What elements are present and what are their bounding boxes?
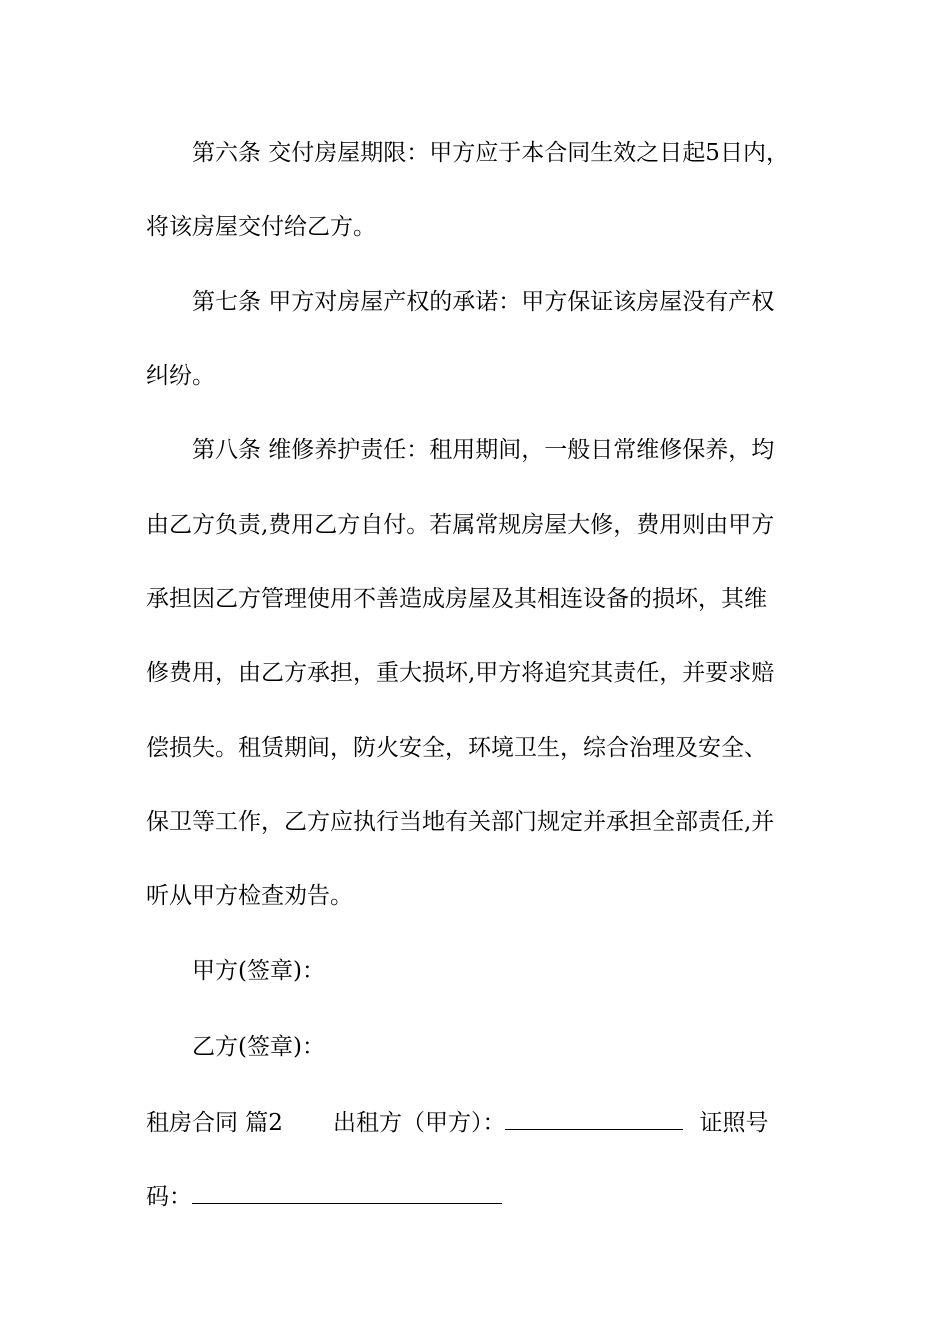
article-8-line-2: 由乙方负责,费用乙方自付。若属常规房屋大修，费用则由甲方: [146, 512, 775, 538]
article-7-line-2: 纠纷。: [146, 363, 215, 389]
article-6-line-2: 将该房屋交付给乙方。: [146, 214, 376, 240]
cert-number-blank: [192, 1181, 502, 1204]
article-8-line-3: 承担因乙方管理使用不善造成房屋及其相连设备的损坏，其维: [146, 586, 767, 612]
lessor-name-blank: [505, 1107, 683, 1130]
article-6-line-1: 第六条 交付房屋期限：甲方应于本合同生效之日起5日内，: [192, 140, 789, 166]
party-b-signature: 乙方(签章)：: [192, 1034, 325, 1060]
contract-2-title: 租房合同 篇2: [146, 1110, 283, 1136]
lessor-label: 出租方（甲方）：: [332, 1110, 506, 1136]
cert-number-label-cont: 码：: [146, 1184, 192, 1210]
article-8-line-7: 听从甲方检查劝告。: [146, 883, 353, 909]
article-7-line-1: 第七条 甲方对房屋产权的承诺：甲方保证该房屋没有产权: [192, 289, 775, 315]
article-8-line-5: 偿损失。租赁期间，防火安全，环境卫生，综合治理及安全、: [146, 735, 767, 761]
cert-number-line: [146, 1181, 502, 1212]
contract-2-header-line: [146, 1107, 768, 1138]
article-8-line-4: 修费用，由乙方承担，重大损坏,甲方将追究其责任，并要求赔: [146, 660, 775, 686]
article-8-line-1: 第八条 维修养护责任：租用期间，一般日常维修保养，均: [192, 437, 775, 463]
article-8-line-6: 保卫等工作，乙方应执行当地有关部门规定并承担全部责任,并: [146, 809, 775, 835]
party-a-signature: 甲方(签章)：: [192, 958, 325, 984]
cert-number-label: 证照号: [699, 1110, 769, 1136]
